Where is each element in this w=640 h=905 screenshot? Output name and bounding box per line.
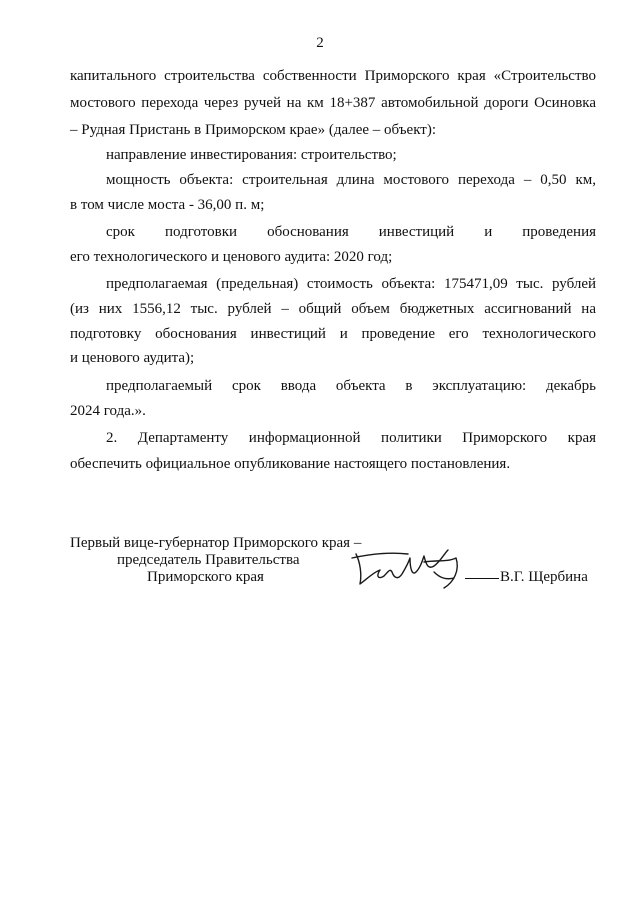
body-line: 2. Департаменту информационной политики Приморского края <box>106 430 596 446</box>
body-line: капитального строительства собственности Приморского края «Строительство <box>70 68 596 84</box>
body-line: предполагаемая (предельная) стоимость объекта: 175471,09 тыс. рублей <box>106 276 596 292</box>
body-line: направление инвестирования: строительство; <box>106 147 397 163</box>
body-line: мощность объекта: строительная длина мостового перехода – 0,50 км, <box>106 172 596 188</box>
body-line: и ценового аудита); <box>70 350 195 366</box>
page-number: 2 <box>316 35 324 51</box>
signatory-title-line: Первый вице-губернатор Приморского края – <box>70 535 362 551</box>
body-line: в том числе моста - 36,00 п. м; <box>70 197 265 213</box>
handwritten-signature <box>350 542 465 594</box>
signatory-title-line: Приморского края <box>147 569 264 585</box>
body-line: срок подготовки обоснования инвестиций и проведения <box>106 224 596 240</box>
body-line: подготовку обоснования инвестиций и проведение его технологического <box>70 326 596 342</box>
body-line: обеспечить официальное опубликование настоящего постановления. <box>70 456 511 472</box>
body-line: (из них 1556,12 тыс. рублей – общий объем бюджетных ассигнований на <box>70 301 596 317</box>
body-line: мостового перехода через ручей на км 18+387 автомобильной дороги Осиновка <box>70 95 596 111</box>
signature-dash <box>465 578 499 579</box>
signatory-name: В.Г. Щербина <box>500 569 588 585</box>
signatory-title-line: председатель Правительства <box>117 552 300 568</box>
body-line: 2024 года.». <box>70 403 146 419</box>
body-line: – Рудная Пристань в Приморском крае» (далее – объект): <box>70 122 437 138</box>
body-line: предполагаемый срок ввода объекта в эксплуатацию: декабрь <box>106 378 596 394</box>
body-line: его технологического и ценового аудита: 2020 год; <box>70 249 393 265</box>
